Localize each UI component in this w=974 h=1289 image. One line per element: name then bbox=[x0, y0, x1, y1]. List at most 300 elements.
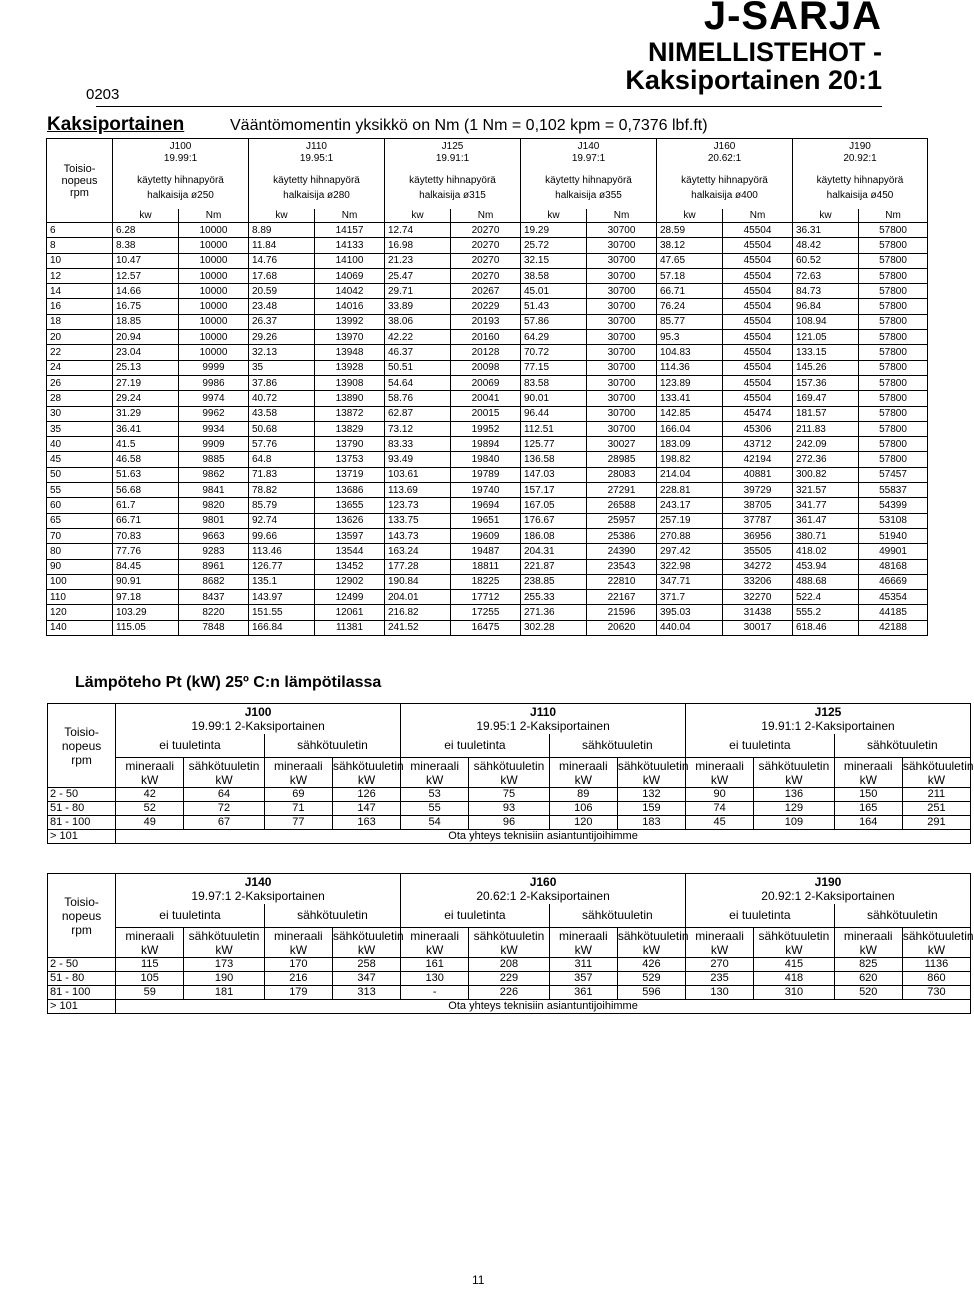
model-ratio: 19.99:1 2-Kaksiportainen bbox=[191, 719, 325, 733]
value-cell: 62.87 bbox=[385, 406, 451, 421]
value-cell: 45504 bbox=[723, 238, 793, 253]
value-cell: 50.68 bbox=[249, 421, 315, 436]
value-cell: 114.36 bbox=[657, 360, 723, 375]
value-cell: 14100 bbox=[315, 253, 385, 268]
material-header bbox=[902, 758, 974, 788]
pulley-diameter: halkaisija ø250 bbox=[147, 190, 214, 201]
torque-pulley-row bbox=[47, 167, 928, 209]
material-header bbox=[332, 758, 404, 788]
unit-kw: kW bbox=[357, 942, 376, 957]
value-cell: 341.77 bbox=[793, 498, 859, 513]
value-cell: 93.49 bbox=[385, 452, 451, 467]
value-cell: 13928 bbox=[315, 360, 385, 375]
value-cell: 38705 bbox=[723, 498, 793, 513]
value-cell: 45504 bbox=[723, 360, 793, 375]
value-cell: 310 bbox=[754, 986, 835, 1000]
value-cell: 11381 bbox=[315, 620, 385, 635]
material-label: mineraali bbox=[410, 758, 459, 773]
value-cell: 20193 bbox=[451, 314, 521, 329]
value-cell: 13908 bbox=[315, 375, 385, 390]
value-cell: 49901 bbox=[859, 544, 928, 559]
value-cell: 20015 bbox=[451, 406, 521, 421]
pulley-label: käytetty hihnapyörä bbox=[137, 175, 224, 186]
value-cell: 70.72 bbox=[521, 345, 587, 360]
value-cell: 30027 bbox=[587, 437, 657, 452]
thermal-table-1 bbox=[47, 703, 974, 844]
value-cell: 32270 bbox=[723, 590, 793, 605]
value-cell: 105 bbox=[116, 972, 184, 986]
unit-nm: Nm bbox=[179, 209, 249, 223]
value-cell: 10000 bbox=[179, 238, 249, 253]
value-cell: 113.46 bbox=[249, 544, 315, 559]
value-cell: 36.41 bbox=[113, 421, 179, 436]
value-cell: 57800 bbox=[859, 437, 928, 452]
value-cell: 42188 bbox=[859, 620, 928, 635]
value-cell: 16.75 bbox=[113, 299, 179, 314]
material-label: mineraali bbox=[695, 758, 744, 773]
model-header bbox=[521, 139, 657, 168]
value-cell: 57457 bbox=[859, 467, 928, 482]
table-row bbox=[48, 972, 971, 986]
material-header bbox=[902, 928, 974, 958]
material-header bbox=[686, 928, 754, 958]
value-cell: 18225 bbox=[451, 574, 521, 589]
unit-nm: Nm bbox=[315, 209, 385, 223]
value-cell: 115.05 bbox=[113, 620, 179, 635]
model-header bbox=[686, 874, 971, 905]
unit-kw: kW bbox=[141, 772, 159, 787]
value-cell: 6.28 bbox=[113, 223, 179, 238]
value-cell: 121.05 bbox=[793, 330, 859, 345]
torque-table bbox=[46, 138, 928, 636]
value-cell: 57800 bbox=[859, 284, 928, 299]
material-label: sähkötuuletin bbox=[332, 758, 404, 773]
value-cell: 75 bbox=[469, 788, 550, 802]
value-cell: 85.79 bbox=[249, 498, 315, 513]
torque-units-row bbox=[47, 209, 928, 223]
model-ratio: 20.62:1 bbox=[707, 153, 742, 164]
value-cell: 522.4 bbox=[793, 590, 859, 605]
material-label: sähkötuuletin bbox=[473, 928, 545, 943]
unit-kw: kW bbox=[215, 772, 233, 787]
unit-kw: kW bbox=[500, 772, 518, 787]
model-name: J100 bbox=[169, 141, 192, 152]
unit-nm: Nm bbox=[723, 209, 793, 223]
value-cell: 84.73 bbox=[793, 284, 859, 299]
rpm-cell: 22 bbox=[47, 345, 113, 360]
value-cell: 30700 bbox=[587, 330, 657, 345]
value-cell: 57800 bbox=[859, 330, 928, 345]
value-cell: 77 bbox=[264, 816, 332, 830]
value-cell: 57800 bbox=[859, 391, 928, 406]
value-cell: 271.36 bbox=[521, 605, 587, 620]
model-ratio: 19.97:1 2-Kaksiportainen bbox=[191, 889, 325, 903]
table-row bbox=[47, 590, 928, 605]
value-cell: 45504 bbox=[723, 314, 793, 329]
value-cell: 8961 bbox=[179, 559, 249, 574]
material-label: sähkötuuletin bbox=[617, 758, 689, 773]
unit-kw: kW bbox=[710, 942, 729, 957]
pulley-label: käytetty hihnapyörä bbox=[816, 175, 904, 186]
value-cell: 108.94 bbox=[793, 314, 859, 329]
value-cell: 57800 bbox=[859, 314, 928, 329]
value-cell: 198.82 bbox=[657, 452, 723, 467]
value-cell: 20270 bbox=[451, 223, 521, 238]
value-cell: 159 bbox=[617, 802, 685, 816]
value-cell: 10000 bbox=[179, 253, 249, 268]
material-label: mineraali bbox=[843, 928, 893, 943]
rpm-cell: 2 - 50 bbox=[48, 788, 116, 802]
value-cell: 47.65 bbox=[657, 253, 723, 268]
material-label: sähkötuuletin bbox=[902, 928, 974, 943]
value-cell: 92.74 bbox=[249, 513, 315, 528]
value-cell: 204.01 bbox=[385, 590, 451, 605]
unit-kw: kW bbox=[785, 772, 803, 787]
value-cell: 9820 bbox=[179, 498, 249, 513]
rpm-cell: 16 bbox=[47, 299, 113, 314]
value-cell: 418.02 bbox=[793, 544, 859, 559]
value-cell: 9283 bbox=[179, 544, 249, 559]
value-cell: 83.58 bbox=[521, 375, 587, 390]
value-cell: 242.09 bbox=[793, 437, 859, 452]
value-cell: 30700 bbox=[587, 238, 657, 253]
value-cell: 730 bbox=[902, 986, 970, 1000]
material-header bbox=[184, 758, 265, 788]
value-cell: 241.52 bbox=[385, 620, 451, 635]
value-cell: 58.76 bbox=[385, 391, 451, 406]
value-cell: 302.28 bbox=[521, 620, 587, 635]
page-subtitle-line1: NIMELLISTEHOT - bbox=[648, 37, 882, 67]
thermal-fan-row bbox=[48, 734, 971, 758]
rpm-cell: 35 bbox=[47, 421, 113, 436]
material-label: mineraali bbox=[410, 928, 459, 943]
value-cell: 133.15 bbox=[793, 345, 859, 360]
value-cell: 166.04 bbox=[657, 421, 723, 436]
value-cell: 57800 bbox=[859, 223, 928, 238]
material-label: mineraali bbox=[558, 758, 608, 773]
value-cell: 109 bbox=[754, 816, 835, 830]
pulley-info bbox=[113, 167, 249, 209]
table-row bbox=[47, 437, 928, 452]
value-cell: 45504 bbox=[723, 345, 793, 360]
value-cell: 133.41 bbox=[657, 391, 723, 406]
value-cell: 29.71 bbox=[385, 284, 451, 299]
value-cell: 90.91 bbox=[113, 574, 179, 589]
table-row bbox=[47, 284, 928, 299]
value-cell: 9999 bbox=[179, 360, 249, 375]
rpm-cell: 100 bbox=[47, 574, 113, 589]
value-cell: 59 bbox=[116, 986, 184, 1000]
model-name: J160 bbox=[713, 141, 736, 152]
material-label: sähkötuuletin bbox=[188, 928, 260, 943]
value-cell: 84.45 bbox=[113, 559, 179, 574]
value-cell: 112.51 bbox=[521, 421, 587, 436]
value-cell: 133.75 bbox=[385, 513, 451, 528]
value-cell: 27291 bbox=[587, 483, 657, 498]
model-name: J100 bbox=[244, 705, 272, 719]
model-header bbox=[116, 704, 401, 735]
value-cell: 39729 bbox=[723, 483, 793, 498]
rpm-cell: 10 bbox=[47, 253, 113, 268]
model-name: J140 bbox=[577, 141, 600, 152]
value-cell: 14.66 bbox=[113, 284, 179, 299]
table-row bbox=[47, 452, 928, 467]
value-cell: 13597 bbox=[315, 528, 385, 543]
value-cell: 19894 bbox=[451, 437, 521, 452]
fan-none-header: ei tuuletinta bbox=[401, 734, 550, 758]
value-cell: 235 bbox=[686, 972, 754, 986]
value-cell: 190.84 bbox=[385, 574, 451, 589]
value-cell: 25957 bbox=[587, 513, 657, 528]
value-cell: 20069 bbox=[451, 375, 521, 390]
material-label: sähkötuuletin bbox=[332, 928, 404, 943]
value-cell: 28985 bbox=[587, 452, 657, 467]
section-title-torque: Kaksiportainen bbox=[47, 114, 185, 135]
table-row bbox=[47, 574, 928, 589]
value-cell: 204.31 bbox=[521, 544, 587, 559]
table-row bbox=[47, 314, 928, 329]
value-cell: 20.59 bbox=[249, 284, 315, 299]
value-cell: 520 bbox=[834, 986, 902, 1000]
value-cell: 46.37 bbox=[385, 345, 451, 360]
value-cell: 9974 bbox=[179, 391, 249, 406]
value-cell: 418 bbox=[754, 972, 835, 986]
value-cell: 8682 bbox=[179, 574, 249, 589]
value-cell: 130 bbox=[686, 986, 754, 1000]
unit-kw: kw bbox=[113, 209, 179, 223]
value-cell: 30700 bbox=[587, 314, 657, 329]
rpm-cell: 120 bbox=[47, 605, 113, 620]
value-cell: 72.63 bbox=[793, 268, 859, 283]
value-cell: 13655 bbox=[315, 498, 385, 513]
value-cell: 23.04 bbox=[113, 345, 179, 360]
thermal-model-row bbox=[48, 874, 971, 905]
value-cell: 30700 bbox=[587, 391, 657, 406]
value-cell: 216.82 bbox=[385, 605, 451, 620]
value-cell: 132 bbox=[617, 788, 685, 802]
value-cell: 74 bbox=[686, 802, 754, 816]
pulley-label: käytetty hihnapyörä bbox=[681, 175, 768, 186]
value-cell: 51.63 bbox=[113, 467, 179, 482]
material-header bbox=[469, 758, 550, 788]
value-cell: 147.03 bbox=[521, 467, 587, 482]
value-cell: 37.86 bbox=[249, 375, 315, 390]
table-row bbox=[48, 802, 971, 816]
value-cell: 53108 bbox=[859, 513, 928, 528]
value-cell: 20270 bbox=[451, 238, 521, 253]
value-cell: 453.94 bbox=[793, 559, 859, 574]
value-cell: 45504 bbox=[723, 375, 793, 390]
value-cell: 20229 bbox=[451, 299, 521, 314]
value-cell: 32.13 bbox=[249, 345, 315, 360]
value-cell: 46.58 bbox=[113, 452, 179, 467]
value-cell: 143.97 bbox=[249, 590, 315, 605]
value-cell: 9986 bbox=[179, 375, 249, 390]
rpm-header: Toisio- nopeus rpm bbox=[47, 139, 113, 223]
value-cell: 45354 bbox=[859, 590, 928, 605]
rpm-cell: 81 - 100 bbox=[48, 816, 116, 830]
table-row bbox=[47, 253, 928, 268]
value-cell: 38.12 bbox=[657, 238, 723, 253]
rpm-cell: 65 bbox=[47, 513, 113, 528]
value-cell: 30700 bbox=[587, 253, 657, 268]
model-header bbox=[116, 874, 401, 905]
value-cell: 46669 bbox=[859, 574, 928, 589]
value-cell: 9909 bbox=[179, 437, 249, 452]
unit-kw: kW bbox=[859, 772, 877, 787]
value-cell: 40881 bbox=[723, 467, 793, 482]
value-cell: 123.89 bbox=[657, 375, 723, 390]
model-header bbox=[249, 139, 385, 168]
unit-note: Vääntömomentin yksikkö on Nm (1 Nm = 0,102 kpm = 0,7376 lbf.ft) bbox=[230, 117, 708, 134]
value-cell: 95.3 bbox=[657, 330, 723, 345]
value-cell: 57.86 bbox=[521, 314, 587, 329]
value-cell: 28.59 bbox=[657, 223, 723, 238]
table-row bbox=[47, 620, 928, 635]
value-cell: 10000 bbox=[179, 299, 249, 314]
unit-nm: Nm bbox=[451, 209, 521, 223]
value-cell: 9801 bbox=[179, 513, 249, 528]
value-cell: 11.84 bbox=[249, 238, 315, 253]
unit-kw: kW bbox=[425, 772, 444, 787]
value-cell: 78.82 bbox=[249, 483, 315, 498]
model-header bbox=[657, 139, 793, 168]
value-cell: 123.73 bbox=[385, 498, 451, 513]
section-title-thermal: Lämpöteho Pt (kW) 25º C:n lämpötilassa bbox=[75, 674, 382, 691]
value-cell: 14157 bbox=[315, 223, 385, 238]
value-cell: 53 bbox=[401, 788, 469, 802]
value-cell: 49 bbox=[116, 816, 184, 830]
value-cell: 24390 bbox=[587, 544, 657, 559]
pulley-label: käytetty hihnapyörä bbox=[273, 175, 360, 186]
value-cell: 163 bbox=[332, 816, 400, 830]
value-cell: 166.84 bbox=[249, 620, 315, 635]
value-cell: 54 bbox=[401, 816, 469, 830]
value-cell: 14016 bbox=[315, 299, 385, 314]
value-cell: 43.58 bbox=[249, 406, 315, 421]
contact-note: Ota yhteys teknisiin asiantuntijoihimme bbox=[116, 1000, 971, 1014]
value-cell: 12902 bbox=[315, 574, 385, 589]
value-cell: 618.46 bbox=[793, 620, 859, 635]
value-cell: 30700 bbox=[587, 360, 657, 375]
value-cell: 20620 bbox=[587, 620, 657, 635]
pulley-label: käytetty hihnapyörä bbox=[409, 175, 496, 186]
rpm-cell: 6 bbox=[47, 223, 113, 238]
value-cell: 415 bbox=[754, 958, 835, 972]
value-cell: 142.85 bbox=[657, 406, 723, 421]
unit-nm: Nm bbox=[587, 209, 657, 223]
value-cell: 66.71 bbox=[657, 284, 723, 299]
rpm-cell: 26 bbox=[47, 375, 113, 390]
value-cell: 57800 bbox=[859, 253, 928, 268]
table-row bbox=[48, 816, 971, 830]
unit-kw: kW bbox=[785, 942, 803, 957]
value-cell: 181 bbox=[184, 986, 265, 1000]
unit-kw: kw bbox=[521, 209, 587, 223]
rpm-cell: 45 bbox=[47, 452, 113, 467]
value-cell: 13948 bbox=[315, 345, 385, 360]
value-cell: 371.7 bbox=[657, 590, 723, 605]
value-cell: 77.76 bbox=[113, 544, 179, 559]
value-cell: 7848 bbox=[179, 620, 249, 635]
pulley-info bbox=[657, 167, 793, 209]
value-cell: 25386 bbox=[587, 528, 657, 543]
value-cell: 45 bbox=[686, 816, 754, 830]
value-cell: 135.1 bbox=[249, 574, 315, 589]
pulley-info bbox=[249, 167, 385, 209]
fan-electric-header: sähkötuuletin bbox=[549, 904, 685, 928]
value-cell: 13544 bbox=[315, 544, 385, 559]
value-cell: 54.64 bbox=[385, 375, 451, 390]
value-cell: 66.71 bbox=[113, 513, 179, 528]
value-cell: 13992 bbox=[315, 314, 385, 329]
value-cell: 20270 bbox=[451, 253, 521, 268]
value-cell: 126.77 bbox=[249, 559, 315, 574]
material-header bbox=[617, 928, 689, 958]
value-cell: 106 bbox=[549, 802, 617, 816]
value-cell: 30017 bbox=[723, 620, 793, 635]
value-cell: 30700 bbox=[587, 284, 657, 299]
value-cell: 54399 bbox=[859, 498, 928, 513]
value-cell: 208 bbox=[469, 958, 550, 972]
unit-kw: kW bbox=[574, 942, 592, 957]
rpm-cell: 51 - 80 bbox=[48, 802, 116, 816]
value-cell: 13829 bbox=[315, 421, 385, 436]
unit-kw: kW bbox=[642, 942, 661, 957]
rpm-cell: 140 bbox=[47, 620, 113, 635]
value-cell: 61.7 bbox=[113, 498, 179, 513]
value-cell: 177.28 bbox=[385, 559, 451, 574]
unit-kw: kw bbox=[657, 209, 723, 223]
table-row bbox=[47, 345, 928, 360]
value-cell: 90.01 bbox=[521, 391, 587, 406]
material-header bbox=[116, 928, 184, 958]
fan-electric-header: sähkötuuletin bbox=[834, 904, 970, 928]
value-cell: 10000 bbox=[179, 223, 249, 238]
value-cell: 57.18 bbox=[657, 268, 723, 283]
rpm-cell: 51 - 80 bbox=[48, 972, 116, 986]
material-header bbox=[549, 758, 617, 788]
value-cell: 18.85 bbox=[113, 314, 179, 329]
value-cell: 361.47 bbox=[793, 513, 859, 528]
value-cell: 12.57 bbox=[113, 268, 179, 283]
table-row bbox=[47, 223, 928, 238]
value-cell: 19694 bbox=[451, 498, 521, 513]
unit-kw: kW bbox=[927, 942, 946, 957]
value-cell: 13872 bbox=[315, 406, 385, 421]
rpm-cell: 12 bbox=[47, 268, 113, 283]
value-cell: 169.47 bbox=[793, 391, 859, 406]
value-cell: 30700 bbox=[587, 268, 657, 283]
value-cell: 22810 bbox=[587, 574, 657, 589]
value-cell: 322.98 bbox=[657, 559, 723, 574]
model-ratio: 19.91:1 2-Kaksiportainen bbox=[761, 719, 895, 733]
value-cell: 321.57 bbox=[793, 483, 859, 498]
value-cell: 76.24 bbox=[657, 299, 723, 314]
unit-kw: kW bbox=[500, 942, 518, 957]
table-row bbox=[48, 958, 971, 972]
value-cell: 20.94 bbox=[113, 330, 179, 345]
rpm-cell: 18 bbox=[47, 314, 113, 329]
pulley-diameter: halkaisija ø315 bbox=[419, 190, 486, 201]
value-cell: 52 bbox=[116, 802, 184, 816]
value-cell: 29.24 bbox=[113, 391, 179, 406]
material-label: sähkötuuletin bbox=[758, 758, 830, 773]
table-row bbox=[47, 299, 928, 314]
value-cell: 380.71 bbox=[793, 528, 859, 543]
table-row bbox=[47, 238, 928, 253]
table-row bbox=[47, 375, 928, 390]
